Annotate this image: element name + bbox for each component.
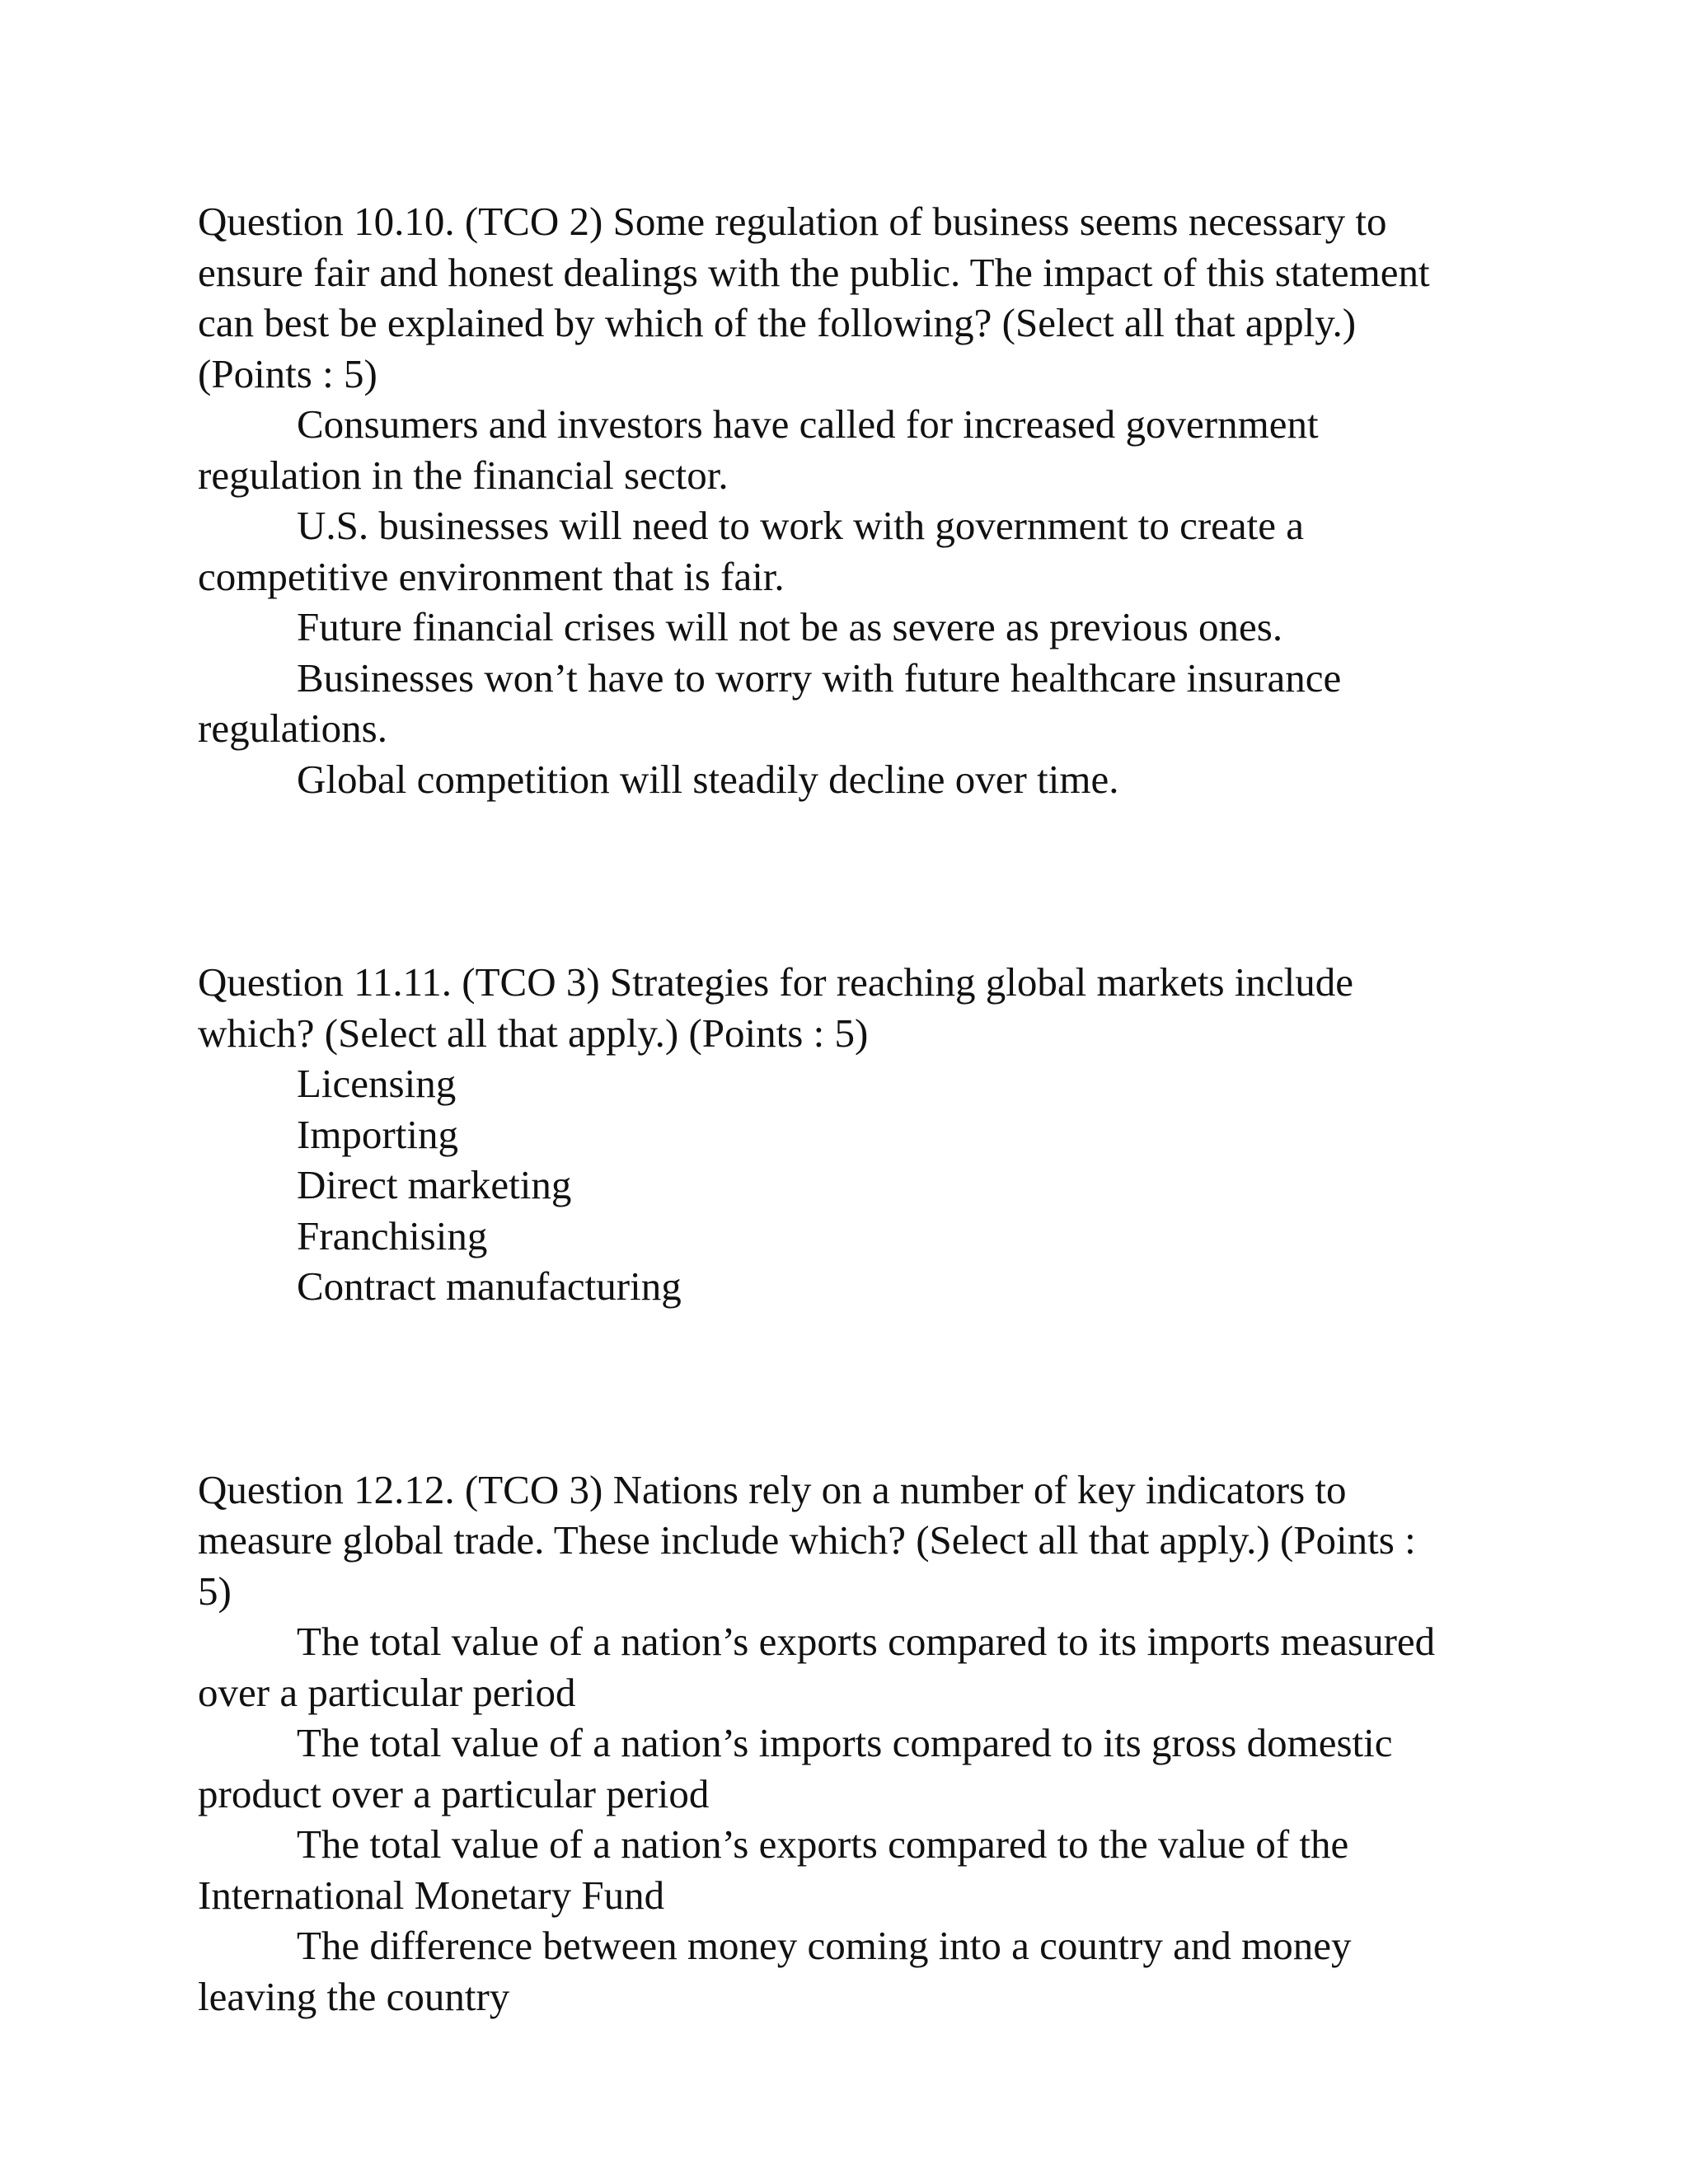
- answer-option: Franchising: [297, 1212, 488, 1258]
- answer-option: Future financial crises will not be as severe as previous ones.: [297, 604, 1283, 649]
- answer-option: Contract manufacturing: [297, 1263, 682, 1309]
- question-12: [198, 1465, 1451, 2022]
- question-prompt: Question 12.12. (TCO 3) Nations rely on a number of key indicators to measure global trade. These include which? (Select all that apply.) (Points : 5): [198, 1466, 1416, 1614]
- question-prompt: Question 11.11. (TCO 3) Strategies for reaching global markets include which? (Select all that apply.) (Points : 5): [198, 959, 1354, 1056]
- answer-option: Licensing: [297, 1061, 457, 1106]
- answer-option: Importing: [297, 1111, 458, 1157]
- document-page: [198, 196, 1451, 2022]
- answer-option: Global competition will steadily decline over time.: [297, 756, 1119, 802]
- answer-option: The total value of a nation’s exports compared to the value of the International Monetary Fund: [198, 1821, 1349, 1918]
- answer-option: The total value of a nation’s imports compared to its gross domestic product over a particular period: [198, 1720, 1393, 1816]
- answer-option: Businesses won’t have to worry with future healthcare insurance regulations.: [198, 654, 1342, 751]
- answer-option: Direct marketing: [297, 1162, 572, 1207]
- answer-option: U.S. businesses will need to work with government to create a competitive environment that is fair.: [198, 503, 1305, 599]
- answer-option: The total value of a nation’s exports compared to its imports measured over a particular period: [198, 1619, 1436, 1715]
- question-10: [198, 196, 1451, 804]
- question-11: [198, 957, 1451, 1312]
- question-prompt: Question 10.10. (TCO 2) Some regulation of business seems necessary to ensure fair and honest dealings with the public. The impact of this statement can best be explained by which of the following? (Select all that apply.) (Points : 5): [198, 199, 1430, 396]
- answer-option: Consumers and investors have called for increased government regulation in the financial sector.: [198, 401, 1319, 498]
- answer-option: The difference between money coming into a country and money leaving the country: [198, 1923, 1352, 2019]
